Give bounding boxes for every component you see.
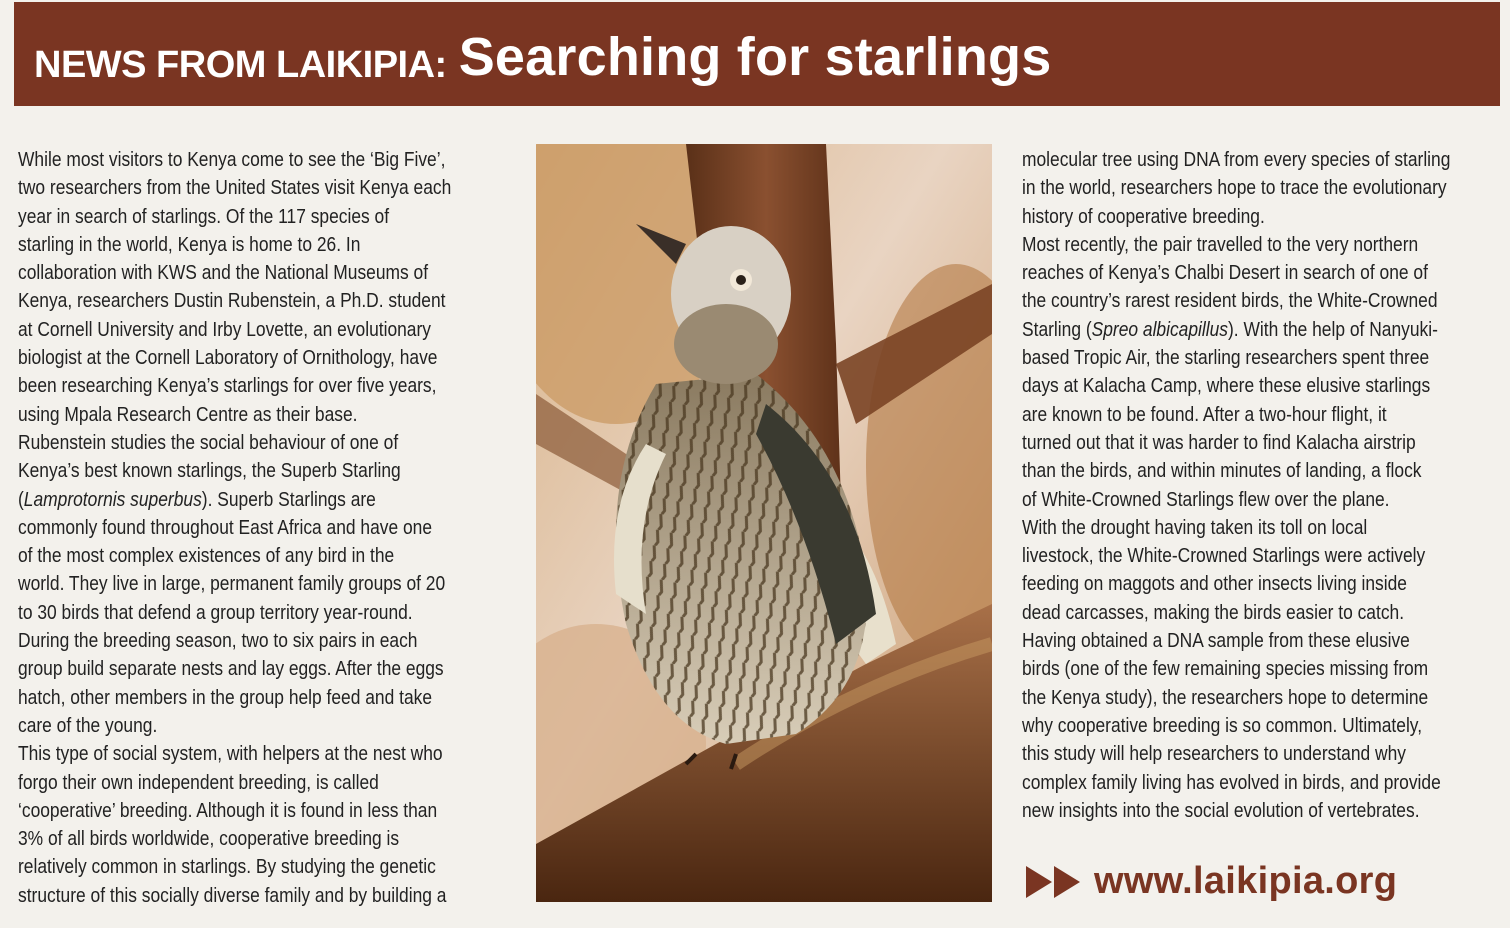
text-line: than the birds, and within minutes of landing, a flock (1022, 460, 1422, 483)
text-line: this study will help researchers to understand why (1022, 743, 1406, 766)
text-line: group build separate nests and lay eggs. After the eggs (18, 658, 444, 681)
text-line: biologist at the Cornell Laboratory of Ornithology, have (18, 347, 438, 370)
article-left-column (18, 146, 451, 910)
text-line: care of the young. (18, 714, 158, 737)
text-line: world. They live in large, permanent family groups of 20 (18, 573, 446, 596)
text-line: structure of this socially diverse family and by building a (18, 884, 447, 907)
website-link[interactable] (1026, 860, 1397, 903)
double-play-arrow-icon (1026, 864, 1082, 900)
text-line: why cooperative breeding is so common. Ultimately, (1022, 714, 1423, 737)
scientific-name: Spreo albicapillus (1091, 318, 1229, 341)
text-line: of White-Crowned Starlings flew over the plane. (1022, 488, 1390, 511)
website-url[interactable]: www.laikipia.org (1094, 860, 1398, 902)
header-kicker: NEWS FROM LAIKIPIA: (34, 44, 447, 86)
text-line: to 30 birds that defend a group territory year-round. (18, 601, 413, 624)
text-line: feeding on maggots and other insects living inside (1022, 573, 1407, 596)
text-line: While most visitors to Kenya come to see the ‘Big Five’, (18, 149, 446, 171)
text-line: are known to be found. After a two-hour flight, it (1022, 403, 1387, 426)
text-line: complex family living has evolved in birds, and provide (1022, 771, 1441, 794)
text-line: forgo their own independent breeding, is called (18, 771, 379, 794)
text-line: of the most complex existences of any bird in the (18, 545, 395, 568)
text-fragment: ). With the help of Nanyuki- (1228, 318, 1438, 341)
text-line: molecular tree using DNA from every species of starling (1022, 149, 1451, 171)
text-line: collaboration with KWS and the National Museums of (18, 262, 429, 285)
text-line: birds (one of the few remaining species missing from (1022, 658, 1429, 681)
text-line: days at Kalacha Camp, where these elusive starlings (1022, 375, 1431, 398)
text-line: hatch, other members in the group help feed and take (18, 686, 432, 709)
text-line: two researchers from the United States visit Kenya each (18, 177, 452, 200)
text-line: Rubenstein studies the social behaviour of one of (18, 431, 399, 454)
text-line: Kenya, researchers Dustin Rubenstein, a Ph.D. student (18, 290, 446, 313)
text-line: dead carcasses, making the birds easier to catch. (1022, 601, 1405, 624)
text-line (1022, 316, 1450, 344)
starling-photo (536, 144, 992, 902)
text-line: Most recently, the pair travelled to the very northern (1022, 233, 1419, 256)
text-line: This type of social system, with helpers at the nest who (18, 743, 443, 766)
text-line: starling in the world, Kenya is home to 26. In (18, 233, 361, 256)
text-line: Kenya’s best known starlings, the Superb Starling (18, 460, 401, 483)
text-line: commonly found throughout East Africa and have one (18, 516, 432, 539)
article-right-column (1022, 146, 1450, 825)
text-line: livestock, the White-Crowned Starlings were actively (1022, 545, 1426, 568)
text-line: reaches of Kenya’s Chalbi Desert in search of one of (1022, 262, 1428, 285)
text-line: the country’s rarest resident birds, the White-Crowned (1022, 290, 1438, 313)
text-line: ‘cooperative’ breeding. Although it is found in less than (18, 799, 438, 822)
text-line (18, 486, 451, 514)
text-line: Having obtained a DNA sample from these elusive (1022, 630, 1410, 653)
text-line: turned out that it was harder to find Kalacha airstrip (1022, 431, 1416, 454)
text-line: in the world, researchers hope to trace the evolutionary (1022, 177, 1447, 200)
text-line: During the breeding season, two to six pairs in each (18, 630, 418, 653)
text-line: been researching Kenya’s starlings for over five years, (18, 375, 437, 398)
text-line: history of cooperative breeding. (1022, 205, 1265, 228)
text-line: the Kenya study), the researchers hope to determine (1022, 686, 1429, 709)
text-fragment: ). Superb Starlings are (201, 488, 376, 511)
text-line: year in search of starlings. Of the 117 species of (18, 205, 390, 228)
text-line: based Tropic Air, the starling researchers spent three (1022, 347, 1430, 370)
text-fragment: Starling ( (1022, 318, 1092, 341)
text-line: With the drought having taken its toll on local (1022, 516, 1368, 539)
text-line: new insights into the social evolution of vertebrates. (1022, 799, 1420, 822)
scientific-name: Lamprotornis superbus (23, 488, 202, 511)
text-line: using Mpala Research Centre as their base. (18, 403, 358, 426)
text-fragment: ( (18, 488, 24, 511)
text-line: relatively common in starlings. By studying the genetic (18, 856, 436, 879)
text-line: 3% of all birds worldwide, cooperative breeding is (18, 828, 400, 851)
header-banner (14, 2, 1500, 106)
text-line: at Cornell University and Irby Lovette, an evolutionary (18, 318, 431, 341)
page-title: Searching for starlings (458, 27, 1052, 87)
